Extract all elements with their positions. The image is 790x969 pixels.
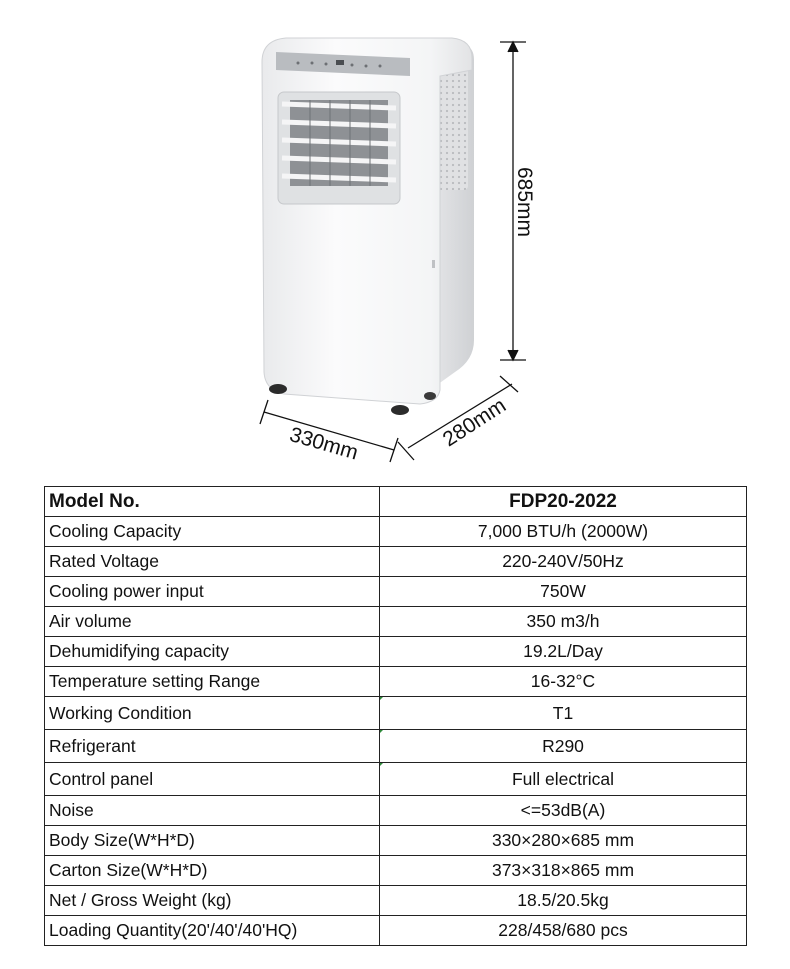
depth-label: 280mm — [438, 393, 511, 452]
row-label: Noise — [45, 796, 380, 826]
row-label: Air volume — [45, 607, 380, 637]
row-label: Loading Quantity(20'/40'/40'HQ) — [45, 916, 380, 946]
table-row — [45, 826, 747, 856]
table-row — [45, 637, 747, 667]
row-value: T1 — [380, 697, 747, 730]
spec-table — [44, 486, 747, 946]
row-value: 350 m3/h — [380, 607, 747, 637]
row-value: 7,000 BTU/h (2000W) — [380, 517, 747, 547]
row-value: <=53dB(A) — [380, 796, 747, 826]
table-row — [45, 916, 747, 946]
row-label: Dehumidifying capacity — [45, 637, 380, 667]
table-row — [45, 763, 747, 796]
table-row — [45, 547, 747, 577]
row-value: R290 — [380, 730, 747, 763]
row-label: Working Condition — [45, 697, 380, 730]
table-header-row — [45, 487, 747, 517]
row-value: 373×318×865 mm — [380, 856, 747, 886]
width-label: 330mm — [286, 423, 361, 465]
table-row — [45, 886, 747, 916]
row-value: Full electrical — [380, 763, 747, 796]
table-row — [45, 667, 747, 697]
row-label: Rated Voltage — [45, 547, 380, 577]
row-value: 220-240V/50Hz — [380, 547, 747, 577]
table-row — [45, 697, 747, 730]
height-label: 685mm — [513, 166, 536, 238]
table-row — [45, 856, 747, 886]
row-label: Cooling Capacity — [45, 517, 380, 547]
row-label: Temperature setting Range — [45, 667, 380, 697]
row-label: Control panel — [45, 763, 380, 796]
table-row — [45, 577, 747, 607]
model-no-value: FDP20-2022 — [380, 487, 747, 517]
row-label: Cooling power input — [45, 577, 380, 607]
row-value: 750W — [380, 577, 747, 607]
row-label: Carton Size(W*H*D) — [45, 856, 380, 886]
row-value: 228/458/680 pcs — [380, 916, 747, 946]
model-no-label: Model No. — [45, 487, 380, 517]
row-label: Refrigerant — [45, 730, 380, 763]
row-value: 16-32°C — [380, 667, 747, 697]
air-conditioner-illustration — [262, 38, 474, 415]
row-label: Body Size(W*H*D) — [45, 826, 380, 856]
table-row — [45, 796, 747, 826]
table-row — [45, 607, 747, 637]
product-figure — [0, 0, 790, 480]
row-value: 19.2L/Day — [380, 637, 747, 667]
row-value: 330×280×685 mm — [380, 826, 747, 856]
row-label: Net / Gross Weight (kg) — [45, 886, 380, 916]
table-row — [45, 730, 747, 763]
table-row — [45, 517, 747, 547]
row-value: 18.5/20.5kg — [380, 886, 747, 916]
